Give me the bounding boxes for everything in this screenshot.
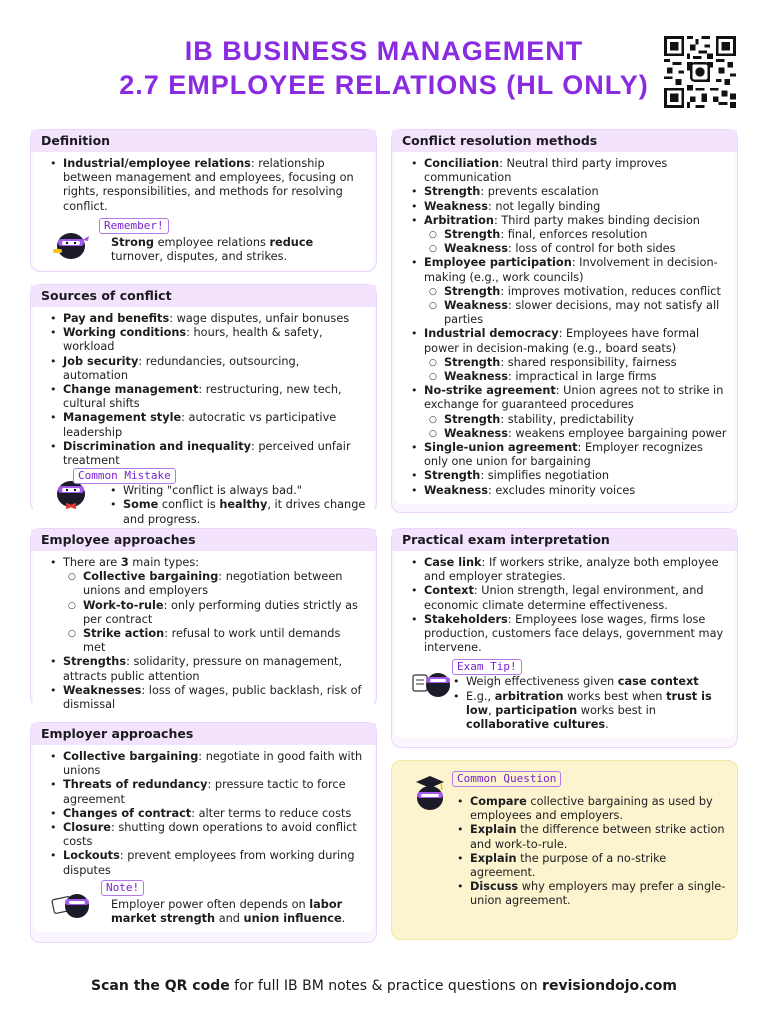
list-item: ○ Weakness: loss of control for both sides xyxy=(424,242,727,256)
list-item: • Writing "conflict is always bad." xyxy=(103,484,366,498)
list-item: • Industrial democracy: Employees have formal power in decision-making (e.g., board seats) ○ Strength: shared responsibility, fairness ○ Weakness: impractical in large firms xyxy=(404,327,727,384)
footer-site-link[interactable]: revisiondojo.com xyxy=(542,978,677,994)
practical-list xyxy=(404,556,727,655)
definition-heading: Definition xyxy=(31,130,376,152)
list-item: • Employee participation: Involvement in decision-making (e.g., work councils) ○ Strength: improves motivation, reduces conflict ○ Weakness: slower decisions, may not satisfy all parties xyxy=(404,256,727,327)
list-item: • Threats of redundancy: pressure tactic to force agreement xyxy=(43,778,366,806)
list-item: • Collective bargaining: negotiate in good faith with unions xyxy=(43,750,366,778)
qr-code-icon[interactable] xyxy=(662,36,738,108)
note-callout xyxy=(43,880,366,926)
list-item: • Strength: prevents escalation xyxy=(404,185,727,199)
remember-tag: Remember! xyxy=(99,218,169,234)
list-item: • Closure: shutting down operations to avoid conflict costs xyxy=(43,821,366,849)
list-item: • Weigh effectiveness given case context xyxy=(446,675,727,689)
list-item: ○ Weakness: weakens employee bargaining power xyxy=(424,427,727,441)
footer-cta xyxy=(0,978,768,994)
list-item: • Changes of contract: alter terms to reduce costs xyxy=(43,807,366,821)
ninja-mascot-icon xyxy=(51,222,91,262)
methods-heading: Conflict resolution methods xyxy=(392,130,737,152)
employer-list xyxy=(43,750,366,878)
list-item: • Lockouts: prevent employees from working during disputes xyxy=(43,849,366,877)
list-item: • Explain the purpose of a no-strike agreement. xyxy=(450,852,727,880)
title-line-1: IB BUSINESS MANAGEMENT xyxy=(184,36,584,66)
sources-card xyxy=(30,284,377,526)
title-line-2: 2.7 EMPLOYEE RELATIONS (HL ONLY) xyxy=(119,70,649,100)
list-item: • Discrimination and inequality: perceived unfair treatment xyxy=(43,440,366,468)
list-item: • Stakeholders: Employees lose wages, firms lose production, customers face delays, government may intervene. xyxy=(404,613,727,656)
sources-heading: Sources of conflict xyxy=(31,285,376,307)
list-item: • Pay and benefits: wage disputes, unfair bonuses xyxy=(43,312,366,326)
exam-tip-tag: Exam Tip! xyxy=(452,659,522,675)
note-text: Employer power often depends on labor market strength and union influence. xyxy=(111,897,346,926)
employer-heading: Employer approaches xyxy=(31,723,376,745)
list-item: ○ Strength: improves motivation, reduces conflict xyxy=(424,285,727,299)
common-question-callout xyxy=(404,771,727,909)
note-tag: Note! xyxy=(101,880,144,896)
common-question-card xyxy=(391,760,738,940)
list-item: • Conciliation: Neutral third party improves communication xyxy=(404,157,727,185)
list-item: • Job security: redundancies, outsourcing, automation xyxy=(43,355,366,383)
exam-tip-callout xyxy=(404,660,727,732)
practical-heading: Practical exam interpretation xyxy=(392,529,737,551)
conflict-resolution-card xyxy=(391,129,738,513)
common-mistake-callout xyxy=(43,469,366,527)
list-item: • Discuss why employers may prefer a single-union agreement. xyxy=(450,880,727,908)
list-item: ○ Weakness: slower decisions, may not satisfy all parties xyxy=(424,299,727,327)
definition-card xyxy=(30,129,377,272)
list-item: • Strength: simplifies negotiation xyxy=(404,469,727,483)
employee-list xyxy=(43,556,366,712)
page-title xyxy=(0,34,768,102)
practical-exam-card xyxy=(391,528,738,748)
graduate-ninja-mascot-icon xyxy=(410,773,450,813)
list-item: • Some conflict is healthy, it drives change and progress. xyxy=(103,498,366,526)
list-item: • No-strike agreement: Union agrees not to strike in exchange for guaranteed procedures ○ Strength: stability, predictability ○ Weakness: weakens employee bargaining power xyxy=(404,384,727,441)
types-list xyxy=(63,570,366,655)
list-item: • Working conditions: hours, health & safety, workload xyxy=(43,326,366,354)
list-item: ○ Strength: stability, predictability xyxy=(424,413,727,427)
list-item: • Weakness: not legally binding xyxy=(404,200,727,214)
footer-middle-text: for full IB BM notes & practice questions on xyxy=(229,978,543,994)
list-item: • Weakness: excludes minority voices xyxy=(404,484,727,498)
list-item: • Context: Union strength, legal environment, and economic climate determine effectiveness. xyxy=(404,584,727,612)
employer-approaches-card xyxy=(30,722,377,943)
methods-list xyxy=(404,157,727,498)
remember-callout xyxy=(43,218,366,264)
list-item: • Compare collective bargaining as used by employees and employers. xyxy=(450,795,727,823)
list-item: • Single-union agreement: Employer recognizes only one union for bargaining xyxy=(404,441,727,469)
list-item: ○ Collective bargaining: negotiation between unions and employers xyxy=(63,570,366,598)
sources-list xyxy=(43,312,366,468)
common-question-tag: Common Question xyxy=(452,771,561,787)
list-item: • E.g., arbitration works best when trust is low, participation works best in collaborative cultures. xyxy=(446,690,727,733)
list-item: • Weaknesses: loss of wages, public backlash, risk of dismissal xyxy=(43,684,366,712)
list-item: • Change management: restructuring, new tech, cultural shifts xyxy=(43,383,366,411)
list-item: ○ Work-to-rule: only performing duties strictly as per contract xyxy=(63,599,366,627)
footer-scan-text: Scan the QR code xyxy=(91,978,230,994)
definition-list xyxy=(43,157,366,214)
list-item: • Case link: If workers strike, analyze both employee and employer strategies. xyxy=(404,556,727,584)
list-item: ○ Strength: final, enforces resolution xyxy=(424,228,727,242)
list-item: ○ Weakness: impractical in large firms xyxy=(424,370,727,384)
question-list xyxy=(450,771,727,909)
employee-approaches-card xyxy=(30,528,377,712)
list-item: ○ Strike action: refusal to work until demands met xyxy=(63,627,366,655)
ninja-mascot-icon xyxy=(51,884,91,924)
list-item: • Explain the difference between strike action and work-to-rule. xyxy=(450,823,727,851)
list-item: • Arbitration: Third party makes binding decision ○ Strength: final, enforces resolution ○ Weakness: loss of control for both sides xyxy=(404,214,727,257)
list-item: • There are 3 main types: ○ Collective bargaining: negotiation between unions and employers ○ Work-to-rule: only performing duties strictly as per contract ○ Strike action: refusal to work until demands met xyxy=(43,556,366,655)
list-item: ○ Strength: shared responsibility, fairness xyxy=(424,356,727,370)
list-item: • Strengths: solidarity, pressure on management, attracts public attention xyxy=(43,655,366,683)
list-item: • Management style: autocratic vs participative leadership xyxy=(43,411,366,439)
employee-heading: Employee approaches xyxy=(31,529,376,551)
list-item: • Industrial/employee relations: relationship between management and employees, focusing on rights, responsibilities, and methods for resolving conflict. xyxy=(43,157,366,214)
common-mistake-tag: Common Mistake xyxy=(73,468,176,484)
remember-text: Strong employee relations reduce turnover, disputes, and strikes. xyxy=(111,235,314,264)
